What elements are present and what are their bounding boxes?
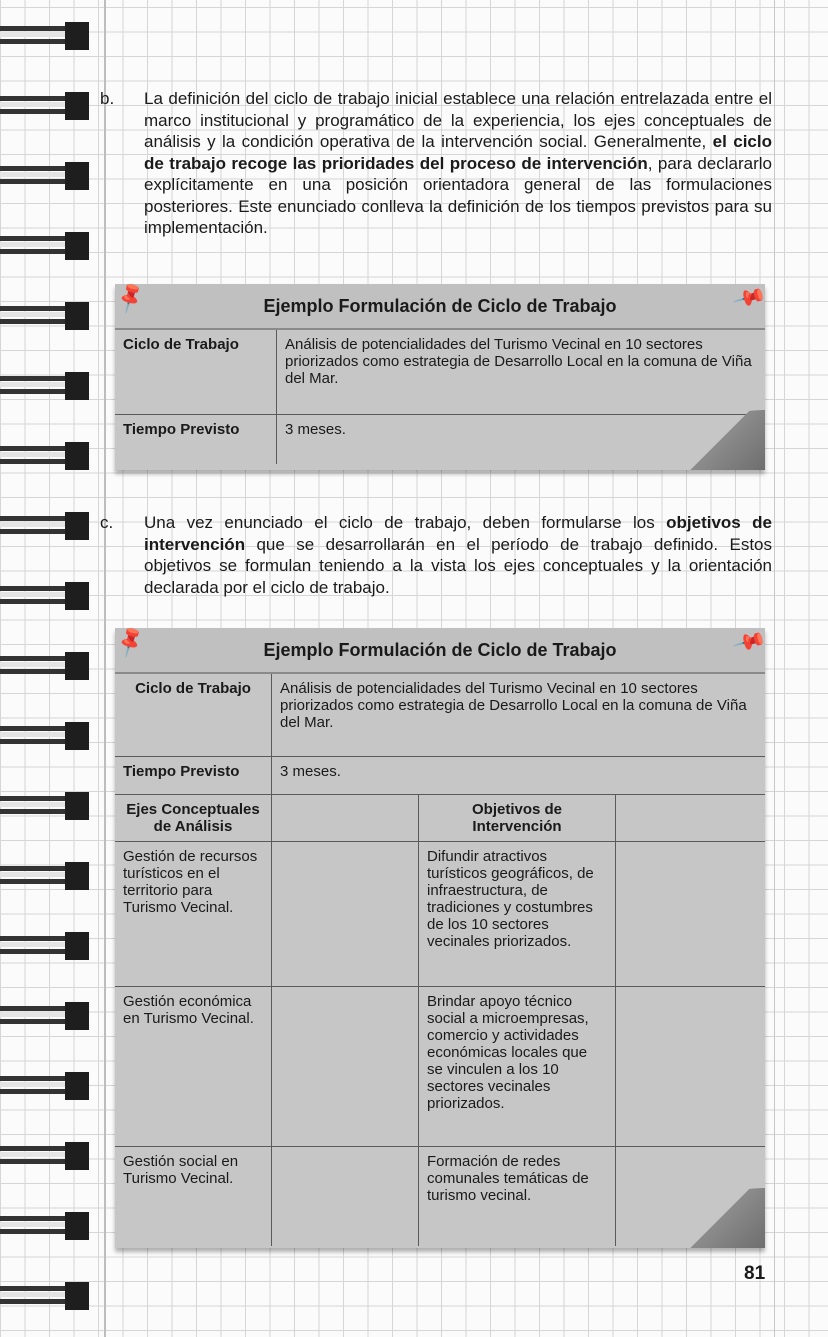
empty-cell [272,794,419,841]
row-label: Ciclo de Trabajo [115,674,272,756]
spiral-ring [0,582,90,610]
table-row [115,756,765,794]
table-title-bar [112,279,768,330]
spiral-ring [0,442,90,470]
spiral-ring [0,302,90,330]
row-value: Análisis de potencialidades del Turismo Vecinal en 10 sectores priorizados como estrategia de Desarrollo Local en la comuna de Viña del Mar. [277,330,766,414]
spiral-ring [0,862,90,890]
table-row [115,414,765,464]
spiral-ring [0,932,90,960]
spiral-ring [0,652,90,680]
spiral-ring [0,512,90,540]
eje-cell: Gestión social en Turismo Vecinal. [115,1146,272,1246]
pushpin-icon: 📌 [112,623,149,660]
spiral-ring [0,1282,90,1310]
table-row [115,841,765,986]
objetivo-cell: Difundir atractivos turísticos geográficos, de infraestructura, de tradiciones y costumbres de los 10 sectores vecinales priorizados. [419,841,616,986]
row-value: 3 meses. [272,756,766,794]
empty-cell [616,986,766,1146]
table-row [115,986,765,1146]
paragraph-label: b. [100,89,115,108]
pushpin-icon: 📌 [731,623,768,660]
empty-cell [272,1146,419,1246]
spiral-ring [0,162,90,190]
margin-line [104,0,106,1337]
objetivo-cell: Formación de redes comunales temáticas de turismo vecinal. [419,1146,616,1246]
page-edge-line [774,0,775,1337]
spiral-ring [0,722,90,750]
row-label: Tiempo Previsto [115,414,277,464]
pushpin-icon: 📌 [731,279,768,316]
spiral-ring [0,22,90,50]
eje-cell: Gestión económica en Turismo Vecinal. [115,986,272,1146]
example-table-2 [112,623,768,1248]
spiral-ring [0,92,90,120]
row-value: 3 meses. [277,414,766,464]
spiral-ring [0,232,90,260]
row-label: Ciclo de Trabajo [115,330,277,414]
column-header-objetivos: Objetivos de Intervención [419,794,616,841]
table-title-bar [112,623,768,674]
table-row [115,674,765,756]
paragraph-bold: el ciclo de trabajo recoge las prioridades del proceso de intervención [144,132,772,173]
empty-cell [616,794,766,841]
table-header-row [115,794,765,841]
spiral-ring [0,792,90,820]
spiral-ring [0,1212,90,1240]
objectives-table [115,674,765,1246]
paragraph-text: Una vez enunciado el ciclo de trabajo, deben formularse los [144,513,667,532]
column-header-ejes: Ejes Conceptuales de Análisis [115,794,272,841]
empty-cell [616,841,766,986]
eje-cell: Gestión de recursos turísticos en el territorio para Turismo Vecinal. [115,841,272,986]
paragraph-text: La definición del ciclo de trabajo inicial establece una relación entrelazada entre el marco institucional y programático de la experiencia, los ejes conceptuales de análisis y la condición operativa de la intervención social. Generalmente, [144,89,772,151]
spiral-ring [0,1072,90,1100]
table-row [115,1146,765,1246]
spiral-ring [0,1002,90,1030]
objetivo-cell: Brindar apoyo técnico social a microempresas, comercio y actividades económicas locales que se vinculen a los 10 sectores vecinales priorizados. [419,986,616,1146]
paragraph-c [100,512,772,598]
paragraph-label: c. [100,513,114,532]
paragraph-b [100,88,773,239]
table-title: Ejemplo Formulación de Ciclo de Trabajo [263,296,617,316]
example-table-1 [112,279,768,470]
cycle-table [115,330,765,464]
row-value: Análisis de potencialidades del Turismo Vecinal en 10 sectores priorizados como estrategia de Desarrollo Local en la comuna de Viña del Mar. [272,674,766,756]
paragraph-text: , para declararlo explícitamente en una posición orientadora general de las formulaciones posteriores. Este enunciado conlleva la definición de los tiempos previstos para su implementación. [144,153,773,237]
paragraph-bold: objetivos de intervención [144,513,772,554]
spiral-ring [0,372,90,400]
table-row [115,330,765,414]
empty-cell [272,986,419,1146]
spiral-ring [0,1142,90,1170]
table-title: Ejemplo Formulación de Ciclo de Trabajo [263,640,617,660]
row-label: Tiempo Previsto [115,756,272,794]
empty-cell [272,841,419,986]
paragraph-text: que se desarrollarán en el período de trabajo definido. Estos objetivos se formulan teniendo a la vista los ejes conceptuales y la orientación declarada por el ciclo de trabajo. [144,534,772,597]
page-number: 81 [744,1263,766,1284]
pushpin-icon: 📌 [112,279,149,316]
